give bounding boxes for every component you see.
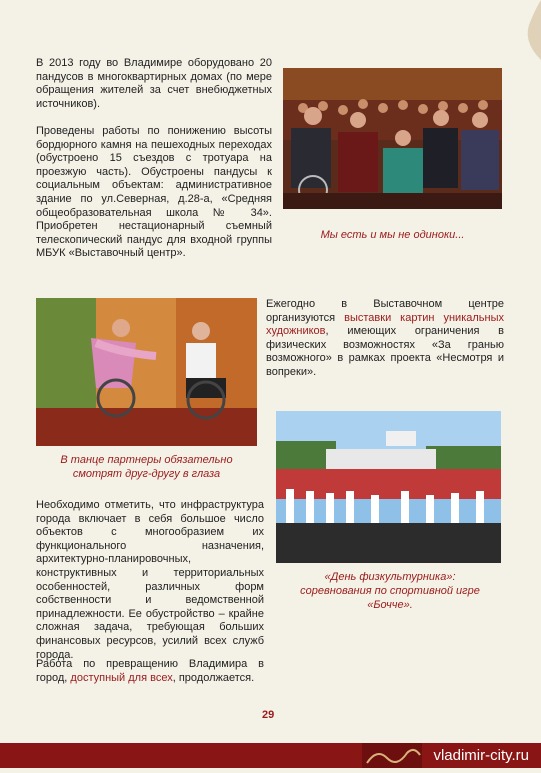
exhibitions-text-end: , имеющих ограничения в физических возможностях «За гранью возможного» в рамках проекта «Несмотря и вопреки». bbox=[266, 325, 504, 378]
footer-site-link[interactable]: vladimir-city.ru bbox=[433, 747, 529, 764]
footer-ornament-icon bbox=[362, 743, 422, 768]
caption-audience: Мы есть и мы не одиноки... bbox=[320, 229, 465, 241]
paragraph-exhibitions bbox=[266, 298, 504, 380]
paragraph-curbs: Проведены работы по понижению высоты бордюрного камня на пешеходных переходах (обустроено 15 съездов с тротуара на проезжую часть). Обустроены пандусы к социальным объектам: административное здание по ул.Северная, д.28-а, «Средняя общеобразовательная школа № 34». Приобретен нестационарный съемный телескопический пандус для входной группы МБУК «Выставочный центр». bbox=[36, 125, 272, 260]
photo-audience bbox=[283, 68, 502, 209]
photo-stadium-bocce bbox=[276, 411, 501, 563]
exhibitions-text-start: Ежегодно в Выставочном центре организуются bbox=[266, 298, 504, 324]
photo-wheelchair-dance bbox=[36, 298, 257, 446]
caption-bocce: «День физкультурника»: соревнования по спортивной игре «Бочче». bbox=[300, 571, 480, 611]
paragraph-infrastructure: Необходимо отметить, что инфраструктура города включает в себя большое число объектов с многообразием их функционального назначения, архитектурно-планировочных, конструктивных и территориальных особенностей, различных форм собственности и ведомственной принадлежности. Ее обустройство – крайне сложная задача, требующая больших финансовых ресурсов, усилий всех служб города. bbox=[36, 499, 264, 661]
paragraph-accessible-city bbox=[36, 658, 264, 685]
accessible-text-start: Работа по превращению Владимира в город, bbox=[36, 658, 264, 684]
exhibitions-highlight: выставки картин уникальных художников bbox=[266, 311, 504, 338]
paragraph-ramps: В 2013 году во Владимире оборудовано 20 пандусов в многоквартирных домах (по мере обращения жителей за счет внебюджетных источников). bbox=[36, 57, 272, 110]
page-number: 29 bbox=[262, 709, 275, 721]
accessible-text-end: , продолжается. bbox=[172, 671, 255, 684]
corner-ornament bbox=[511, 0, 541, 60]
caption-dance: В танце партнеры обязательно смотрят друг-другу в глаза bbox=[60, 454, 233, 480]
accessible-highlight: доступный для всех bbox=[70, 671, 173, 684]
